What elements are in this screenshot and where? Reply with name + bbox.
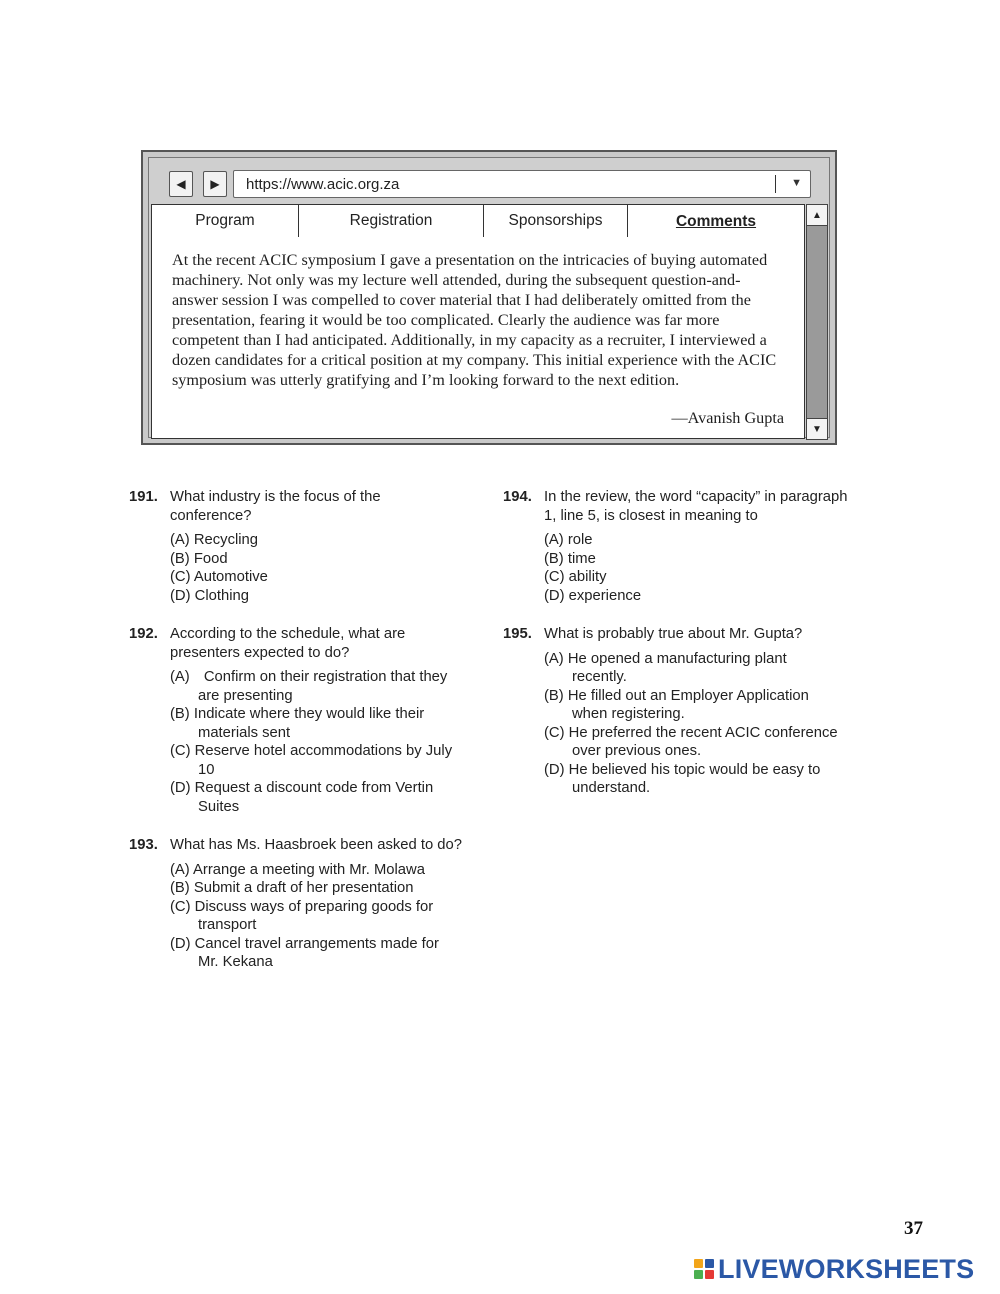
url-text: https://www.acic.org.za: [246, 176, 400, 193]
question-number: 192.: [129, 626, 158, 642]
logo-square: [694, 1259, 703, 1268]
question-195: [503, 625, 840, 798]
question-number: 195.: [503, 626, 532, 642]
tab-registration[interactable]: Registration: [299, 205, 484, 238]
option-d[interactable]: (D) Request a discount code from Vertin Suites: [170, 780, 434, 815]
option-d[interactable]: (D) Cancel travel arrangements made for Mr. Kekana: [170, 935, 439, 970]
option-b[interactable]: (B) Indicate where they would like their materials sent: [170, 706, 425, 741]
review-text: At the recent ACIC symposium I gave a presentation on the intricacies of buying automated machinery. Not only was my lecture well attended, during the subsequent question-and-answer session I was compelled to cover material that I had deliberately omitted from the presentation, fearing it would be too complicated. Clearly the audience was far more competent than I had anticipated. Additionally, in my capacity as a recruiter, I interviewed a dozen candidates for a critical position at my company. This initial experience with the ACIC symposium was utterly gratifying and I’m looking forward to the next edition.: [172, 251, 777, 389]
option-a[interactable]: (A) Recycling: [170, 532, 259, 548]
option-c[interactable]: (C) Reserve hotel accommodations by July 10: [170, 743, 453, 778]
page-number: 37: [904, 1218, 923, 1239]
back-arrow-icon: ◀: [176, 177, 186, 191]
option-b[interactable]: (B) time: [544, 550, 596, 567]
tab-comments[interactable]: Comments: [628, 205, 805, 238]
browser-frame: [148, 157, 830, 438]
review-panel: [151, 237, 805, 439]
review-signature: —Avanish Gupta: [671, 409, 784, 427]
question-192: [129, 625, 468, 816]
option-c[interactable]: (C) Automotive: [170, 569, 268, 585]
option-c[interactable]: (C) He preferred the recent ACIC conference over previous ones.: [544, 724, 838, 759]
question-194: [503, 488, 854, 605]
back-button[interactable]: [169, 171, 193, 197]
forward-arrow-icon: ▶: [210, 177, 220, 191]
question-stem: According to the schedule, what are presenters expected to do?: [170, 626, 406, 661]
option-b[interactable]: (B) Submit a draft of her presentation: [170, 880, 414, 896]
tab-program[interactable]: Program: [152, 205, 299, 238]
option-b[interactable]: (B) He filled out an Employer Application when registering.: [544, 687, 809, 722]
question-193: [129, 836, 462, 972]
option-c[interactable]: (C) Discuss ways of preparing goods for transport: [170, 898, 434, 933]
option-a[interactable]: (A) Arrange a meeting with Mr. Molawa: [170, 861, 425, 878]
scroll-up-icon[interactable]: ▲: [807, 205, 827, 226]
option-d[interactable]: (D) He believed his topic would be easy to understand.: [544, 761, 821, 796]
question-number: 194.: [503, 489, 532, 505]
liveworksheets-logo-icon: [694, 1259, 714, 1279]
brand-name: LIVEWORKSHEETS: [718, 1253, 975, 1284]
option-a[interactable]: (A) role: [544, 532, 593, 548]
question-stem: What has Ms. Haasbroek been asked to do?: [170, 837, 462, 853]
question-191: [129, 488, 460, 605]
question-stem: What industry is the focus of the conference?: [170, 489, 381, 524]
option-b[interactable]: (B) Food: [170, 550, 228, 567]
url-dropdown-icon[interactable]: ▼: [791, 177, 802, 189]
question-stem: In the review, the word “capacity” in paragraph 1, line 5, is closest in meaning to: [544, 489, 848, 524]
forward-button[interactable]: [203, 171, 227, 197]
question-number: 193.: [129, 837, 158, 853]
brand-logo: [694, 1254, 974, 1284]
option-a[interactable]: (A) He opened a manufacturing plant recently.: [544, 650, 787, 685]
scroll-down-icon[interactable]: ▼: [807, 418, 827, 439]
question-number: 191.: [129, 489, 158, 505]
logo-square: [705, 1259, 714, 1268]
option-d[interactable]: (D) Clothing: [170, 587, 249, 604]
logo-square: [694, 1270, 703, 1279]
tab-bar: [151, 204, 805, 238]
url-separator: [775, 175, 776, 193]
scrollbar[interactable]: [806, 204, 828, 440]
browser-window: [141, 150, 837, 445]
address-bar[interactable]: [233, 170, 811, 198]
option-a[interactable]: (A) Confirm on their registration that they are presenting: [170, 669, 448, 704]
logo-square: [705, 1270, 714, 1279]
tab-sponsorships[interactable]: Sponsorships: [484, 205, 628, 238]
question-stem: What is probably true about Mr. Gupta?: [544, 626, 803, 642]
option-d[interactable]: (D) experience: [544, 587, 642, 604]
option-c[interactable]: (C) ability: [544, 569, 607, 585]
